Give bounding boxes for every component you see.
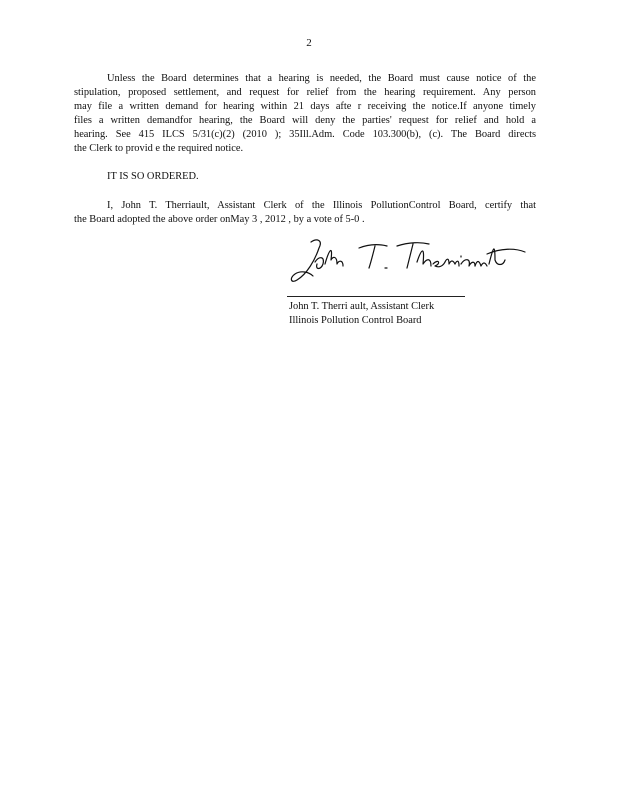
paragraph-line: the Clerk to provid e the required notice. (74, 143, 244, 154)
paragraph-line: files a written demandfor hearing, the Board will deny the parties' request for relief and hold a (74, 115, 536, 126)
paragraph-line: I, John T. Therriault, Assistant Clerk of the Illinois PollutionControl Board, certify that (107, 200, 536, 211)
page-number: 2 (306, 37, 312, 49)
handwritten-signature (289, 234, 529, 290)
paragraph-certification (74, 199, 536, 227)
paragraph-line: the Board adopted the above order onMay 3 , 2012 , by a vote of 5-0 . (74, 214, 365, 225)
signature-line (287, 296, 465, 297)
signatory-title: Illinois Pollution Control Board (289, 315, 422, 326)
paragraph-line: stipulation, proposed settlement, and request for relief from the hearing requirement. Any person (74, 87, 536, 98)
so-ordered (107, 170, 307, 184)
signatory-name: John T. Therri ault, Assistant Clerk (289, 301, 435, 312)
paragraph-line: hearing. See 415 ILCS 5/31(c)(2) (2010 ); 35Ill.Adm. Code 103.300(b), (c). The Board directs (74, 129, 536, 140)
signature-block (289, 300, 434, 328)
paragraph-line: Unless the Board determines that a hearing is needed, the Board must cause notice of the (107, 73, 536, 84)
so-ordered-text: IT IS SO ORDERED. (107, 171, 199, 182)
paragraph-line: may file a written demand for hearing within 21 days afte r receiving the notice.If anyone timely (74, 101, 536, 112)
paragraph-hearing-notice (74, 72, 536, 156)
